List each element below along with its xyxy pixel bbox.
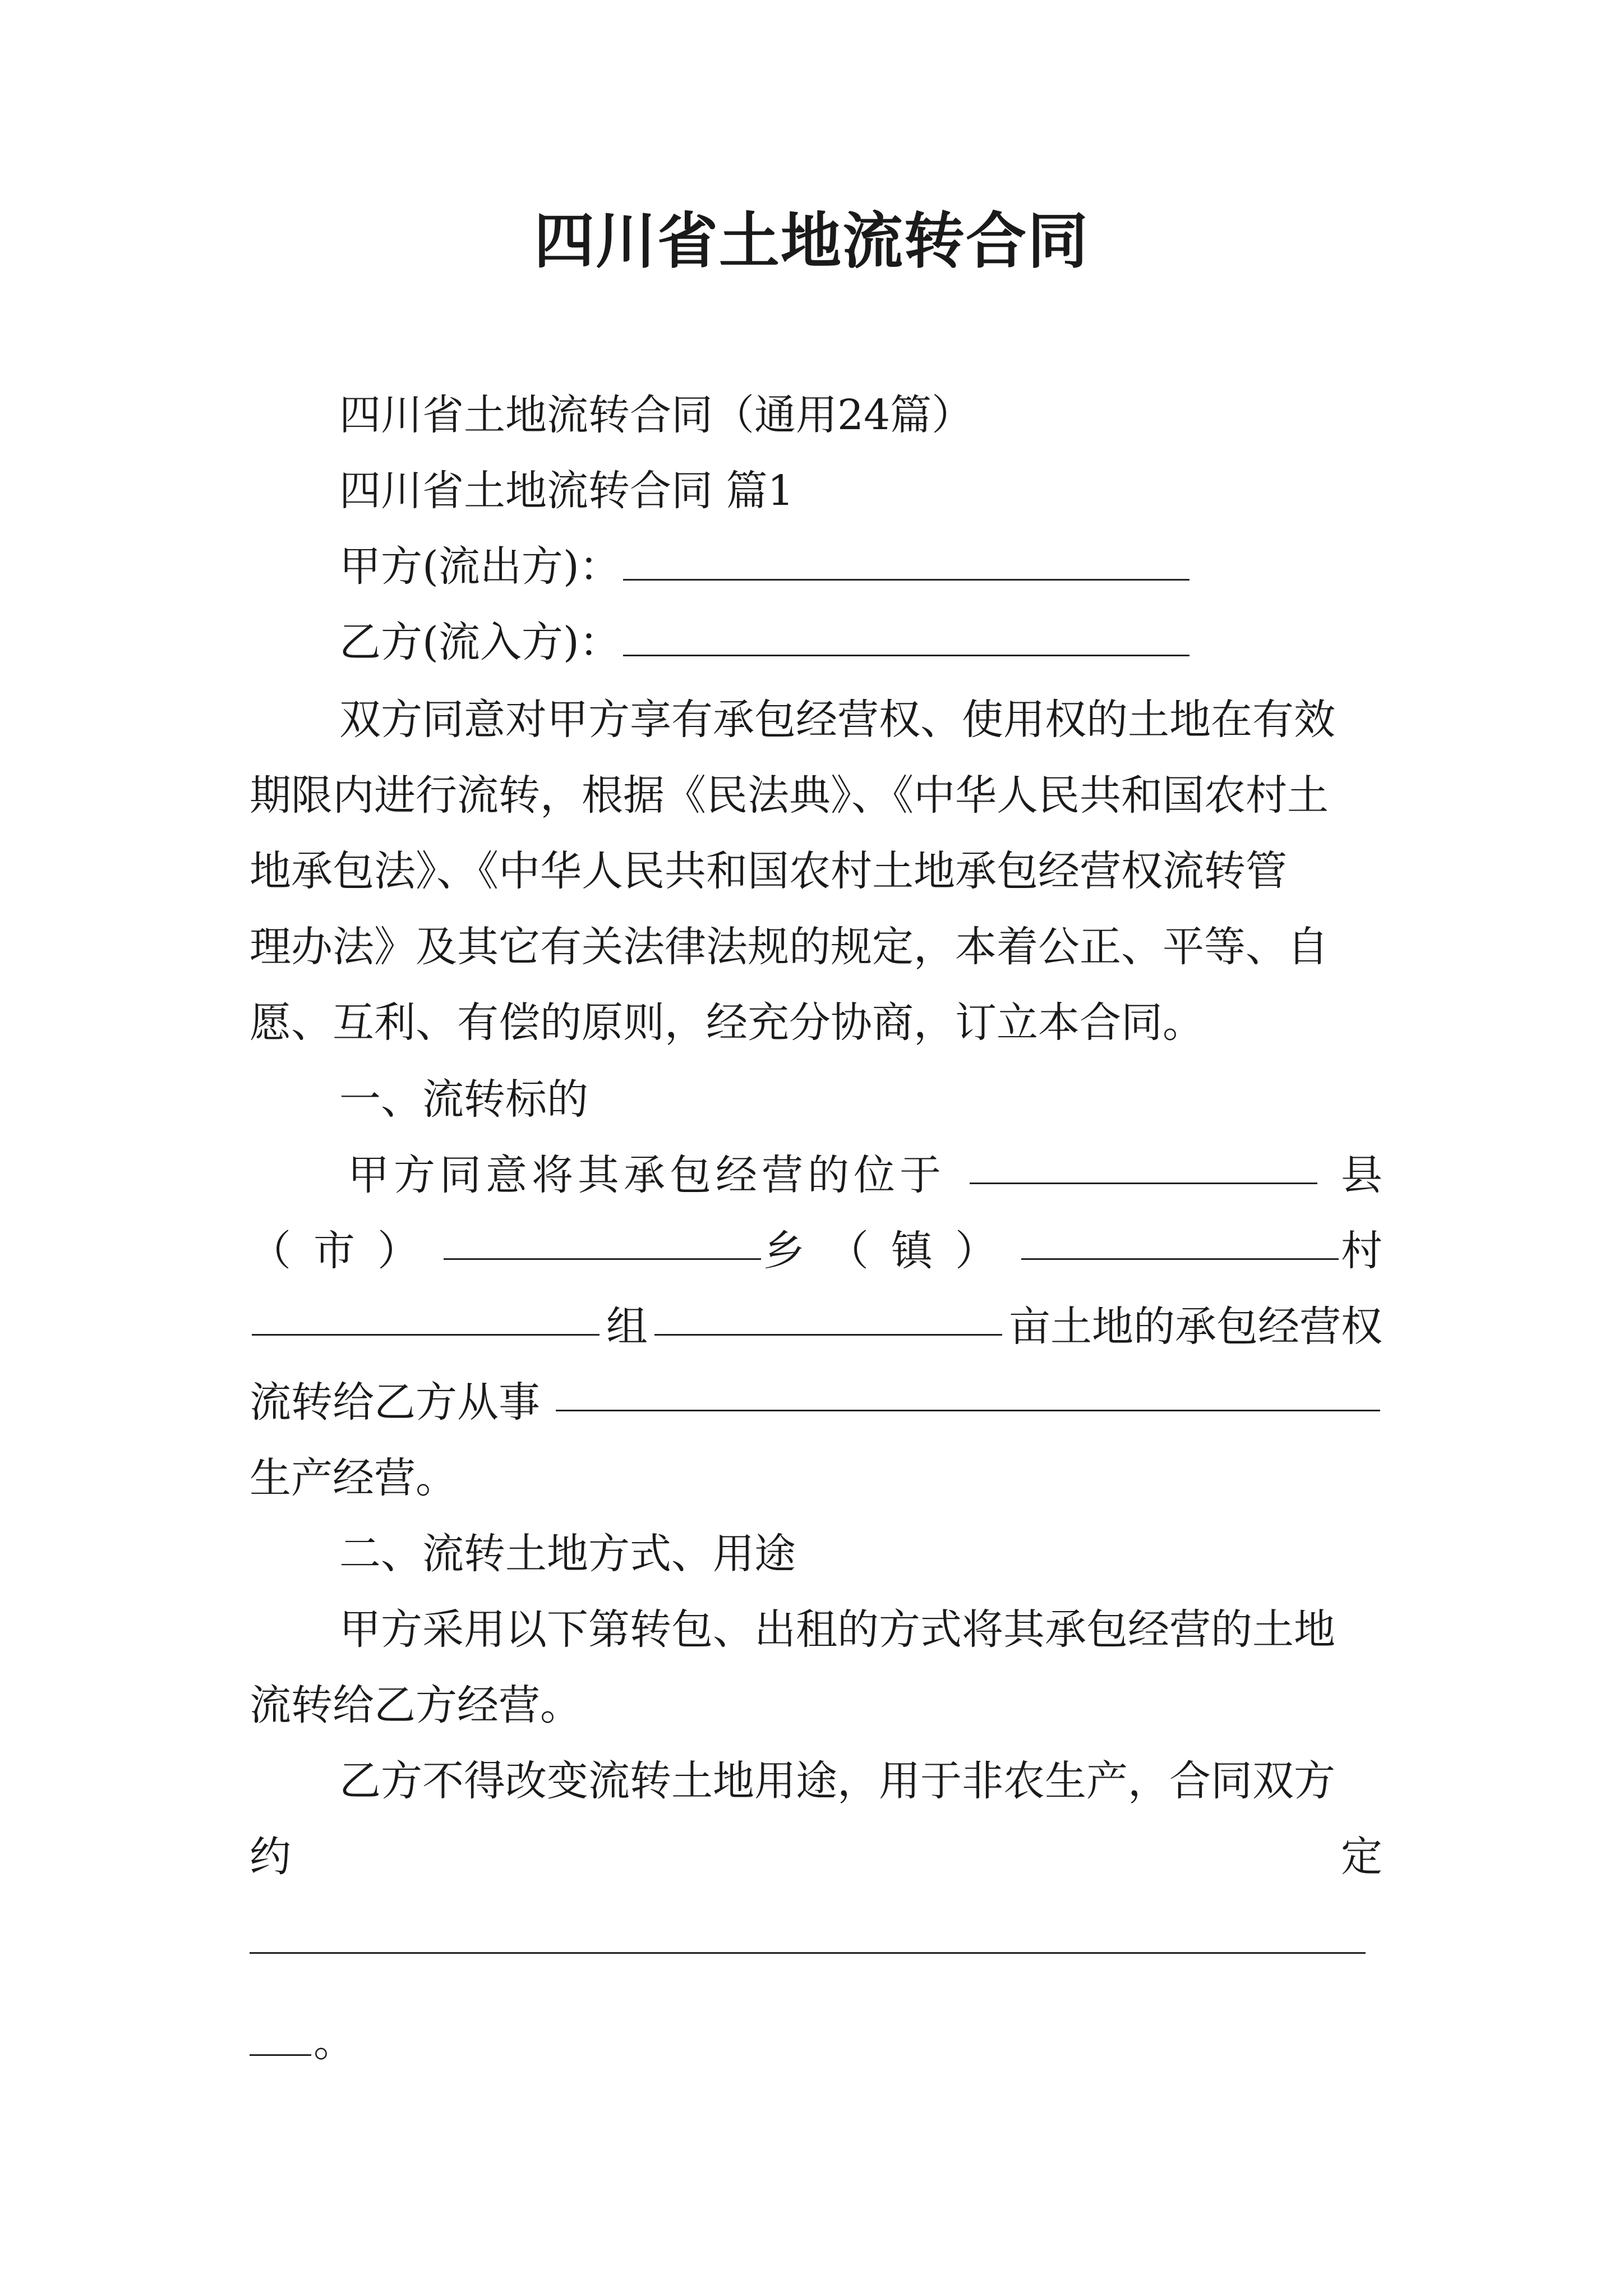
township-label: 乡（镇） — [763, 1227, 1019, 1275]
s1-line-1 — [348, 1147, 1382, 1203]
village-label: 村 — [1341, 1227, 1382, 1275]
county-label: 县 — [1341, 1151, 1382, 1199]
section1-heading: 一、流转标的 — [339, 1075, 588, 1124]
group-label: 组 — [606, 1303, 648, 1351]
city-blank[interactable] — [444, 1223, 761, 1260]
village-blank[interactable] — [252, 1299, 600, 1336]
s1-prefix: 甲方同意将其承包经营的位于 — [348, 1151, 946, 1199]
party-b-blank[interactable] — [623, 619, 1189, 656]
s2-line-3: 乙方不得改变流转土地用途，用于非农生产，合同双方 — [339, 1757, 1335, 1805]
county-blank[interactable] — [970, 1147, 1317, 1184]
s1-line-2 — [250, 1223, 1382, 1279]
intro-line-4: 理办法》及其它有关法律法规的规定，本着公正、平等、自 — [250, 923, 1329, 971]
party-a-blank[interactable] — [623, 544, 1189, 581]
s2-line-4 — [250, 1829, 1382, 1885]
party-a-line — [339, 539, 1382, 595]
transfer-prefix: 流转给乙方从事 — [250, 1378, 540, 1427]
subtitle: 四川省土地流转合同（通用24篇） — [339, 391, 974, 439]
end-period: 。 — [313, 2018, 355, 2066]
group-blank[interactable] — [654, 1299, 1002, 1336]
party-b-line — [339, 614, 1382, 670]
article-heading: 四川省土地流转合同 篇1 — [339, 467, 794, 515]
business-blank[interactable] — [556, 1374, 1380, 1411]
intro-line-3: 地承包法》、《中华人民共和国农村土地承包经营权流转管 — [250, 847, 1287, 895]
production-text: 生产经营。 — [250, 1454, 457, 1502]
city-label: （市） — [250, 1227, 441, 1275]
agreement-blank-tail[interactable] — [250, 2019, 311, 2056]
ding-text: 定 — [1341, 1833, 1382, 1881]
section2-heading: 二、流转土地方式、用途 — [339, 1530, 796, 1578]
intro-line-5: 愿、互利、有偿的原则，经充分协商，订立本合同。 — [250, 999, 1204, 1047]
intro-line-1: 双方同意对甲方享有承包经营权、使用权的土地在有效 — [339, 696, 1335, 744]
s2-end-line — [250, 2014, 1382, 2070]
s1-line-4 — [250, 1374, 1382, 1430]
document-title: 四川省土地流转合同 — [533, 206, 1089, 277]
party-a-label: 甲方(流出方)： — [339, 542, 621, 591]
township-blank[interactable] — [1021, 1223, 1339, 1260]
s2-line-1: 甲方采用以下第转包、出租的方式将其承包经营的土地 — [339, 1605, 1335, 1654]
s1-line-3 — [250, 1299, 1382, 1355]
yue-text: 约 — [250, 1833, 291, 1881]
party-b-label: 乙方(流入方)： — [339, 618, 621, 666]
agreement-blank[interactable] — [250, 1952, 1366, 1954]
mu-text: 亩土地的承包经营权 — [1009, 1303, 1382, 1351]
s2-line-2: 流转给乙方经营。 — [250, 1681, 582, 1729]
intro-line-2: 期限内进行流转，根据《民法典》、《中华人民共和国农村土 — [250, 771, 1329, 820]
